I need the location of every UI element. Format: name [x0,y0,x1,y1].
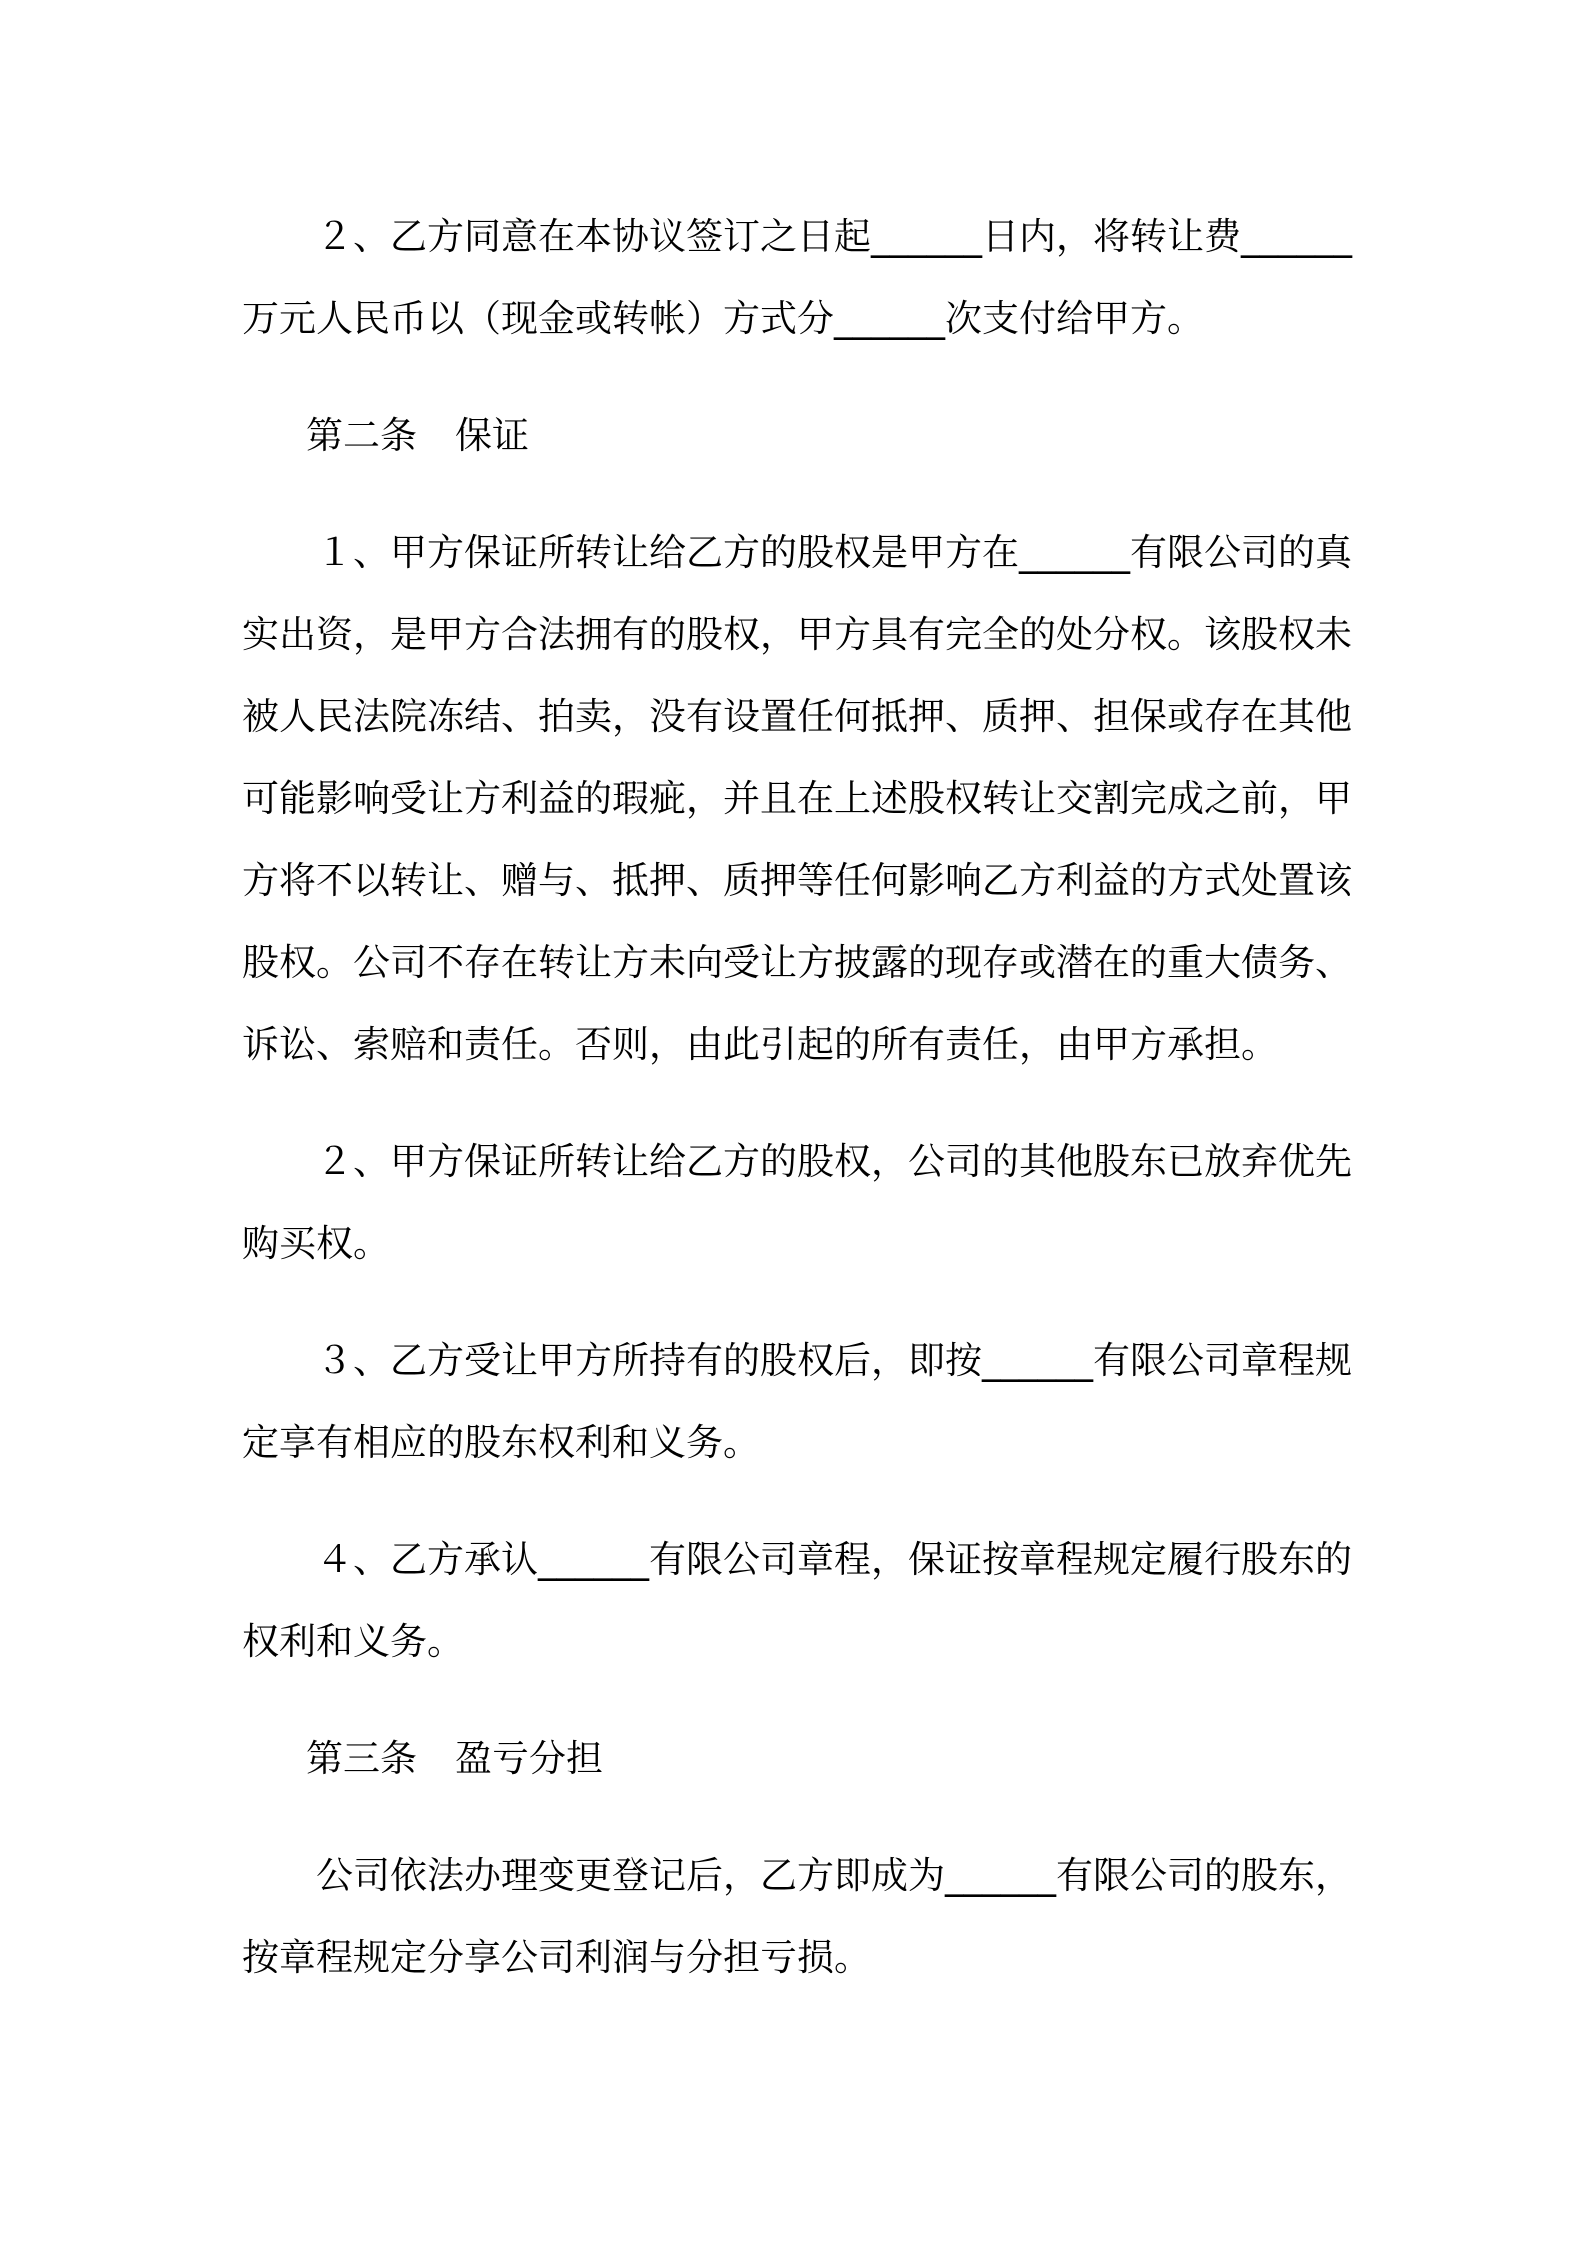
article-3-title: 盈亏分担 [455,1737,603,1780]
paragraph-payment-terms: ２、乙方同意在本协议签订之日起______日内，将转让费______万元人民币以（现金或转帐）方式分______次支付给甲方。 [242,215,1352,340]
paragraph-equity-guarantee: １、甲方保证所转让给乙方的股权是甲方在______有限公司的真实出资，是甲方合法拥有的股权，甲方具有完全的处分权。该股权未被人民法院冻结、拍卖，没有设置任何抵押、质押、担保或存在其他可能影响受让方利益的瑕疵，并且在上述股权转让交割完成之前，甲方将不以转让、赠与、抵押、质押等任何影响乙方利益的方式处置该股权。公司不存在转让方未向受让方披露的现存或潜在的重大债务、诉讼、索赔和责任。否则，由此引起的所有责任，由甲方承担。 [242,531,1352,1066]
document-body [242,196,1352,2034]
article-3-heading [242,1718,1352,1800]
article-3-label: 第三条 [306,1737,417,1780]
paragraph-preemption-waiver: ２、甲方保证所转让给乙方的股权，公司的其他股东已放弃优先购买权。 [242,1140,1352,1265]
article-2-title: 保证 [455,414,529,457]
article-2-label: 第二条 [306,414,417,457]
article-2-heading [242,395,1352,477]
paragraph-bylaws-acknowledgement: ４、乙方承认______有限公司章程，保证按章程规定履行股东的权利和义务。 [242,1538,1352,1663]
paragraph-profit-loss-sharing: 公司依法办理变更登记后，乙方即成为______有限公司的股东，按章程规定分享公司利润与分担亏损。 [242,1854,1352,1979]
paragraph-shareholder-rights: ３、乙方受让甲方所持有的股权后，即按______有限公司章程规定享有相应的股东权利和义务。 [242,1339,1352,1464]
